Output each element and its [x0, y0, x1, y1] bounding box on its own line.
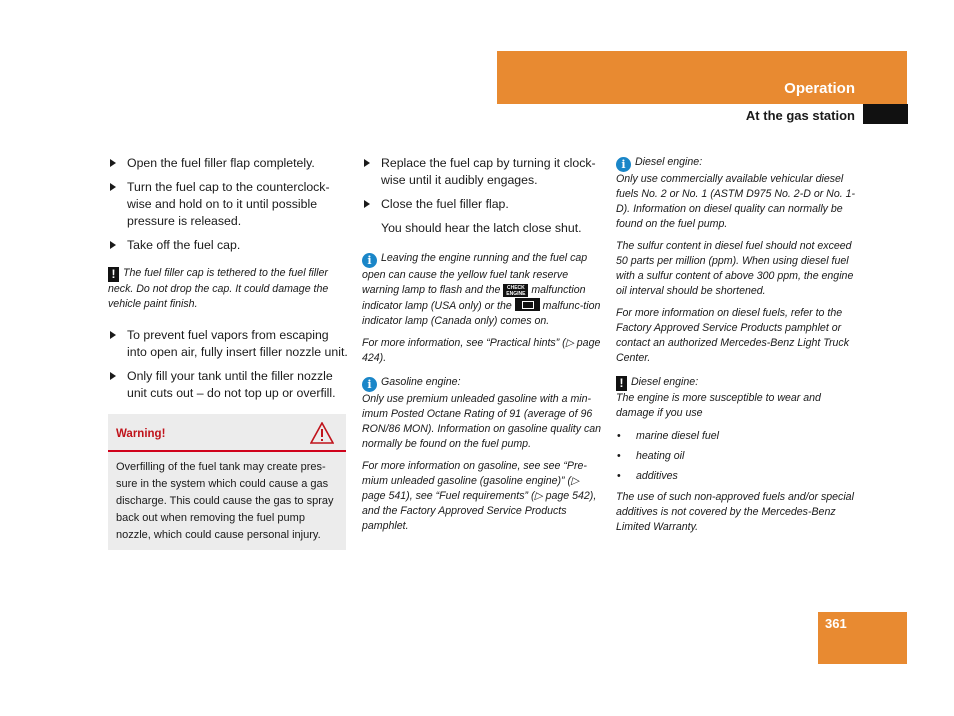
note-heading: Diesel engine: [635, 156, 703, 168]
list-item: • additives [616, 469, 856, 484]
instruction-step: Turn the fuel cap to the counterclock-wise and hold on to it until possible pressure is released. [108, 179, 348, 230]
instruction-step: Close the fuel filler flap. [362, 196, 602, 213]
thumb-tab-marker [863, 104, 908, 124]
warning-header [108, 414, 346, 452]
arrow-bullet-icon [110, 331, 116, 339]
arrow-bullet-icon [364, 159, 370, 167]
instruction-step: To prevent fuel vapors from escaping into open air, fully insert filler nozzle unit. [108, 327, 348, 361]
column-2 [362, 155, 602, 543]
page-number: 361 [825, 616, 847, 631]
note-heading: Diesel engine: [631, 376, 699, 388]
arrow-bullet-icon [110, 241, 116, 249]
info-icon: i [362, 253, 377, 268]
cross-reference: For more information on gasoline, see see “Pre-mium unleaded gasoline (gasoline engine)” (▷ page 541), see “Fuel requirements” (▷ page 542), and the Factory Approved Service Products pamphlet. [362, 460, 597, 532]
instruction-step: Replace the fuel cap by turning it clock-wise until it audibly engages. [362, 155, 602, 189]
check-engine-lamp-icon: CHECK ENGINE [503, 284, 528, 297]
warning-box [108, 414, 346, 550]
instruction-step: Open the fuel filler flap completely. [108, 155, 348, 172]
instruction-step: Only fill your tank until the filler nozzle unit cuts out – do not top up or overfill. [108, 368, 348, 402]
caution-note: ! The fuel filler cap is tethered to the fuel filler neck. Do not drop the cap. It could damage the vehicle paint finish. [108, 267, 329, 310]
info-note: i Leaving the engine running and the fuel cap open can cause the yellow fuel tank reserve warning lamp to flash and the CHECK ENGINE malfunction indicator lamp (USA only) or the malfunc-tion indicator lamp (Canada only) comes on. For more information, see “Practical hints” (▷ page 424). [362, 252, 601, 364]
section-header-bar [497, 51, 907, 104]
section-title: Operation [784, 80, 855, 97]
info-icon: i [362, 377, 377, 392]
engine-malfunction-lamp-icon [515, 298, 540, 311]
arrow-bullet-icon [364, 200, 370, 208]
info-icon: i [616, 157, 631, 172]
arrow-bullet-icon [110, 159, 116, 167]
subsection-title: At the gas station [745, 108, 855, 123]
warning-triangle-icon [310, 422, 334, 444]
page-number-box [818, 612, 907, 664]
arrow-bullet-icon [110, 183, 116, 191]
list-item: • marine diesel fuel [616, 429, 856, 444]
instruction-step: Take off the fuel cap. [108, 237, 348, 254]
arrow-bullet-icon [110, 372, 116, 380]
column-3 [616, 155, 856, 544]
column-1 [108, 155, 348, 550]
caution-note: ! Diesel engine: The engine is more susceptible to wear and damage if you use • marine diesel fuel • heating oil • additives The use of such non-approved fuels and/or special additives is not covered by the Mercedes-Benz Limited Warranty. [616, 375, 856, 535]
info-note: i Diesel engine: Only use commercially available vehicular diesel fuels No. 2 or No. 1 (ASTM D975 No. 2-D or No. 1-D). Information on diesel quality can normally be found on the fuel pump. The sulfur content in diesel fuel should not exceed 50 parts per million (ppm). When using diesel fuel with a sulfur content of above 300 ppm, the engine oil interval should be shortened. For more information on diesel fuels, refer to the Factory Approved Service Products pamphlet or contact an authorized Mercedes-Benz Light Truck Center. [616, 156, 856, 364]
warning-title: Warning! [116, 428, 166, 440]
note-heading: Gasoline engine: [381, 376, 461, 388]
info-note: i Gasoline engine: Only use premium unleaded gasoline with a min-imum Posted Octane Rating of 91 (average of 96 RON/86 MON). Information on gasoline quality can normally be found on the fuel pump. For more information on gasoline, see see “Pre-mium unleaded gasoline (gasoline engine)” (▷ page 541), see “Fuel requirements” (▷ page 542), and the Factory Approved Service Products pamphlet. [362, 376, 602, 532]
list-item: • heating oil [616, 449, 856, 464]
cross-reference: For more information, see “Practical hints” (▷ page 424). [362, 337, 601, 364]
warning-text: Overfilling of the fuel tank may create pres-sure in the system which could cause a gas discharge. This could cause the gas to spray back out when removing the fuel pump nozzle, which could cause personal injury. [116, 461, 334, 541]
exclamation-icon: ! [616, 376, 627, 391]
result-text: You should hear the latch close shut. [381, 221, 582, 235]
exclamation-icon: ! [108, 267, 119, 282]
